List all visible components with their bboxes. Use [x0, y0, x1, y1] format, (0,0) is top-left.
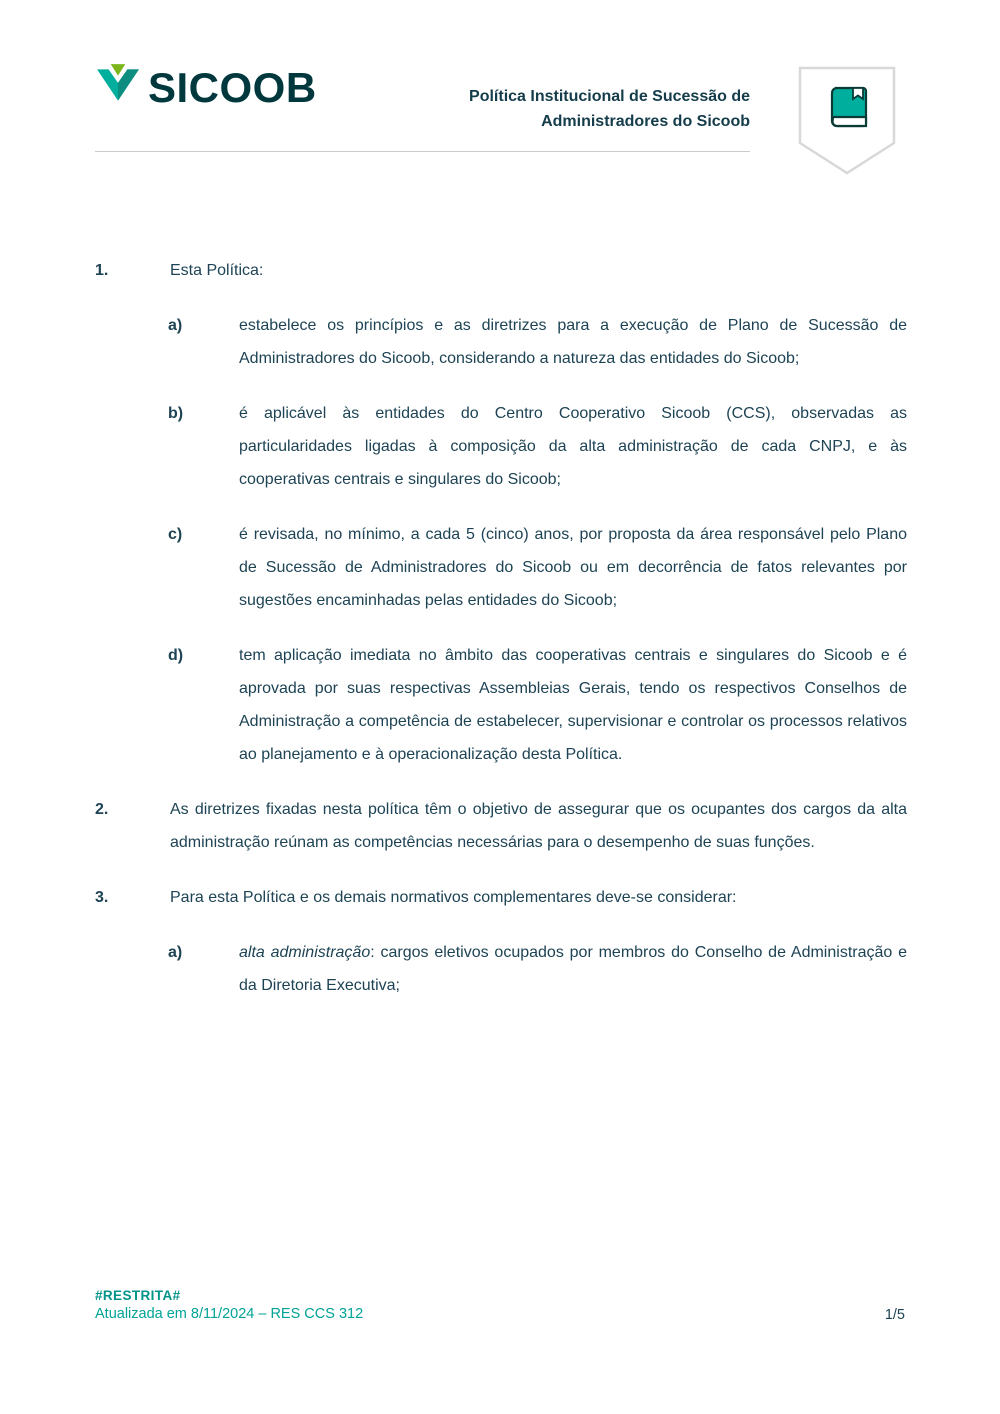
item-number: 1. [95, 262, 109, 279]
list-item-1 [95, 254, 907, 287]
document-title [390, 84, 750, 134]
document-title-line2: Administradores do Sicoob [541, 113, 750, 130]
subitem-letter: a) [168, 944, 183, 961]
document-body [95, 254, 907, 1024]
subitem-text: é aplicável às entidades do Centro Cooperativo Sicoob (CCS), observadas as particularidades ligadas à composição da alta administração de cada CNPJ, e às cooperativas centrais e singulares do Sicoob; [239, 405, 907, 488]
list-subitem-1a [168, 309, 907, 375]
subitem-text: tem aplicação imediata no âmbito das cooperativas centrais e singulares do Sicoob e é aprovada por suas respectivas Assembleias Gerais, tendo os respectivos Conselhos de Administração a competência de estabelecer, supervisionar e controlar os processos relativos ao planejamento e à operacionalização desta Política. [239, 647, 907, 763]
updated-info: Atualizada em 8/11/2024 – RES CCS 312 [95, 1306, 364, 1322]
page-number: 1/5 [884, 1307, 905, 1323]
page-footer [95, 1288, 905, 1322]
list-subitem-1c [168, 518, 907, 617]
subitem-letter: a) [168, 317, 183, 334]
sicoob-logo-icon [95, 62, 141, 113]
book-icon [798, 66, 896, 176]
list-subitem-1d [168, 639, 907, 771]
list-subitem-3a [168, 936, 907, 1002]
subitem-letter: d) [168, 647, 184, 664]
item-text: As diretrizes fixadas nesta política têm o objetivo de assegurar que os ocupantes dos cargos da alta administração reúnam as competências necessárias para o desempenho de suas funções. [170, 801, 907, 851]
subitem-text: é revisada, no mínimo, a cada 5 (cinco) anos, por proposta da área responsável pelo Plano de Sucessão de Administradores do Sicoob ou em decorrência de fatos relevantes por sugestões encaminhadas pelas entidades do Sicoob; [239, 526, 907, 609]
defined-term: alta administração [239, 944, 371, 961]
list-item-3 [95, 881, 907, 914]
list-subitem-1b [168, 397, 907, 496]
subitem-text: estabelece os princípios e as diretrizes para a execução de Plano de Sucessão de Administradores do Sicoob, considerando a natureza das entidades do Sicoob; [239, 317, 907, 367]
item-number: 2. [95, 801, 109, 818]
item-text: Para esta Política e os demais normativos complementares deve-se considerar: [170, 889, 737, 906]
restricted-label: #RESTRITA# [95, 1288, 181, 1303]
item-number: 3. [95, 889, 109, 906]
header-divider [95, 151, 750, 152]
definition-text: : cargos eletivos ocupados por membros do Conselho de Administração e da Diretoria Executiva; [239, 944, 908, 994]
item-text: Esta Política: [170, 262, 264, 279]
policy-badge [798, 66, 896, 176]
subitem-letter: b) [168, 405, 184, 422]
subitem-letter: c) [168, 526, 183, 543]
sicoob-logo [95, 62, 317, 113]
subitem-text [239, 936, 907, 1002]
sicoob-logo-text: SICOOB [148, 63, 317, 111]
list-item-2 [95, 793, 907, 859]
document-title-line1: Política Institucional de Sucessão de [469, 88, 750, 105]
